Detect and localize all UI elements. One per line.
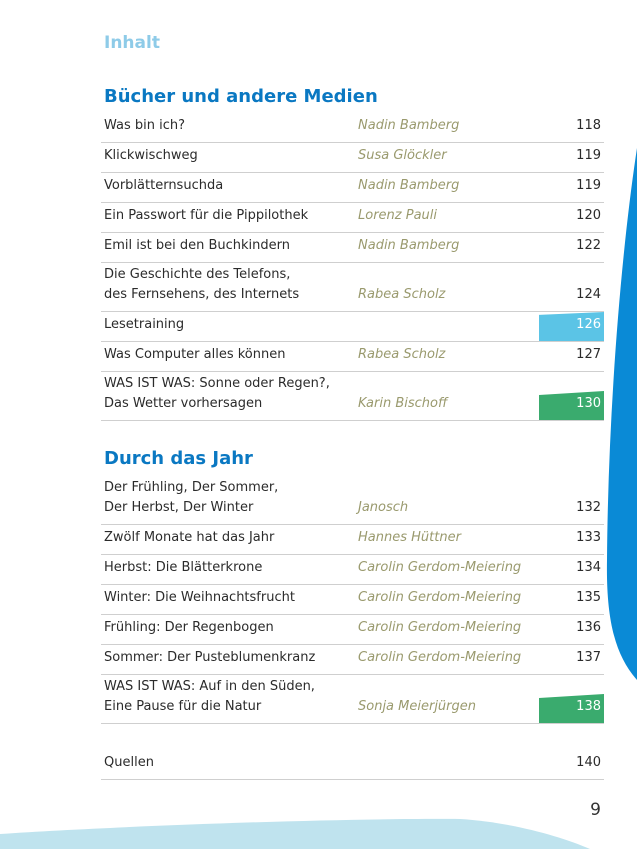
toc-title: Was bin ich? (104, 118, 186, 133)
toc-list-media (101, 113, 604, 421)
toc-author: Nadin Bamberg (358, 178, 460, 193)
toc-title: Emil ist bei den Buchkindern (104, 238, 290, 253)
toc-row[interactable] (101, 372, 604, 421)
toc-author: Karin Bischoff (358, 396, 448, 411)
toc-row[interactable] (101, 312, 604, 342)
toc-page: 140 (576, 755, 601, 770)
toc-page: 132 (576, 500, 601, 515)
toc-title: Der Frühling, Der Sommer, Der Herbst, Der Winter (104, 480, 279, 515)
toc-page: 137 (576, 650, 601, 665)
toc-title: Die Geschichte des Telefons, des Fernsehens, des Internets (104, 267, 300, 302)
toc-row[interactable] (101, 476, 604, 525)
toc-page: 119 (576, 178, 601, 193)
toc-author: Lorenz Pauli (358, 208, 438, 223)
toc-title: Klickwischweg (104, 148, 198, 163)
toc-author: Janosch (358, 500, 409, 515)
toc-page: 134 (576, 560, 601, 575)
toc-author: Nadin Bamberg (358, 238, 460, 253)
toc-row-sources[interactable] (101, 750, 604, 780)
toc-page: 119 (576, 148, 601, 163)
toc-row[interactable] (101, 525, 604, 555)
toc-title: WAS IST WAS: Auf in den Süden, Eine Pause für die Natur (104, 679, 315, 714)
toc-row[interactable] (101, 585, 604, 615)
page-number: 9 (590, 800, 601, 820)
toc-row[interactable] (101, 113, 604, 143)
toc-page: 120 (576, 208, 601, 223)
page-title: Inhalt (104, 33, 160, 53)
toc-page: 122 (576, 238, 601, 253)
toc-row[interactable] (101, 203, 604, 233)
toc-row[interactable] (101, 342, 604, 372)
toc-title: Frühling: Der Regenbogen (104, 620, 274, 635)
toc-page: 138 (576, 699, 601, 714)
toc-author: Carolin Gerdom-Meiering (358, 560, 522, 575)
toc-author: Susa Glöckler (358, 148, 447, 163)
toc-author: Rabea Scholz (358, 287, 446, 302)
toc-list-year (101, 476, 604, 724)
toc-page: 136 (576, 620, 601, 635)
toc-author: Nadin Bamberg (358, 118, 460, 133)
toc-title: WAS IST WAS: Sonne oder Regen?, Das Wetter vorhersagen (104, 376, 330, 411)
section-title-year: Durch das Jahr (104, 448, 253, 469)
toc-page: 126 (576, 317, 601, 332)
toc-author: Carolin Gerdom-Meiering (358, 590, 522, 605)
toc-row[interactable] (101, 263, 604, 312)
toc-row[interactable] (101, 143, 604, 173)
toc-author: Sonja Meierjürgen (358, 699, 477, 714)
section-title-media: Bücher und andere Medien (104, 86, 378, 107)
toc-list-sources (101, 750, 604, 780)
toc-title: Zwölf Monate hat das Jahr (104, 530, 275, 545)
toc-author: Rabea Scholz (358, 347, 446, 362)
bottom-edge-light-blue-shape (0, 819, 590, 849)
toc-title: Ein Passwort für die Pippilothek (104, 208, 309, 223)
toc-title: Was Computer alles können (104, 347, 286, 362)
toc-row[interactable] (101, 675, 604, 724)
toc-page: 124 (576, 287, 601, 302)
toc-author: Carolin Gerdom-Meiering (358, 650, 522, 665)
toc-row[interactable] (101, 233, 604, 263)
toc-row[interactable] (101, 555, 604, 585)
toc-row[interactable] (101, 173, 604, 203)
toc-title: Sommer: Der Pusteblumenkranz (104, 650, 316, 665)
toc-title: Winter: Die Weihnachtsfrucht (104, 590, 295, 605)
right-edge-blue-shape (607, 148, 637, 680)
toc-page: 133 (576, 530, 601, 545)
toc-page: 127 (576, 347, 601, 362)
toc-page: 118 (576, 118, 601, 133)
toc-title: Lesetraining (104, 317, 185, 332)
toc-row[interactable] (101, 615, 604, 645)
toc-title: Quellen (104, 755, 154, 770)
toc-title: Vorblätternsuchda (104, 178, 224, 193)
toc-author: Carolin Gerdom-Meiering (358, 620, 522, 635)
toc-row[interactable] (101, 645, 604, 675)
toc-page: 135 (576, 590, 601, 605)
toc-page: 130 (576, 396, 601, 411)
toc-title: Herbst: Die Blätterkrone (104, 560, 263, 575)
toc-author: Hannes Hüttner (358, 530, 461, 545)
